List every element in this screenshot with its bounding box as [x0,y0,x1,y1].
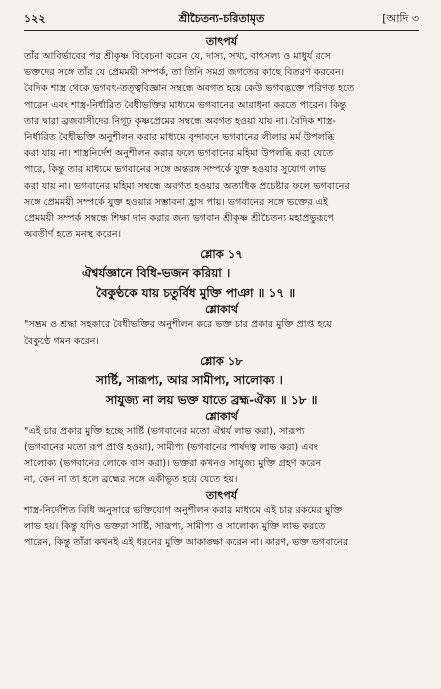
section-label: [আদি ৩ [382,12,419,25]
translation-17-heading: শ্লোকার্থ [205,303,238,317]
text-line: পারেন, কিন্তু তাঁরা কখনই এই ধরনের মুক্তি আকাঙ্ক্ষা করেন না। কারণ, ভক্ত ভগবানের [24,537,349,549]
text-line: ভক্তদের সঙ্গে তাঁর যে প্রেমময়ী সম্পর্ক, তা তিনি সমগ্র জগতের কাছে বিতরণ করবেন। [24,67,345,79]
text-line: করা যায় না। ভগবানের মহিমা সম্বন্ধে অবগত হওয়ার অত্যধিক প্রচেষ্টার ফলে ভগবানের [24,180,350,192]
running-title: শ্রীচৈতন্য-চরিতামৃত [178,12,265,25]
translation-18-heading: শ্লোকার্থ [205,409,238,423]
text-line: পারে, কিন্তু তার মাধ্যমে ভগবানের সঙ্গে অন্তরঙ্গ সম্পর্কে যুক্ত হওয়ার সুযোগ লাভ [24,164,326,176]
verse-18-line-1: সার্ষ্টি, সারূপ্য, আর সামীপ্য, সালোক্য । [96,372,283,387]
text-line: শাস্ত্র-নির্দেশিত বিধি অনুসারে ভক্তিযোগ অনুশীলন করার মাধ্যমে এই চার রকমের মুক্তি [24,504,343,516]
purport-heading: তাৎপর্য [205,35,238,48]
translation-17-body [24,317,419,349]
text-line: (ভগবানের মতো রূপ প্রাপ্ত হওয়া), সামীপ্য (ভগবানের পার্ষদত্ব লাভ করা) এবং [24,442,318,454]
text-line: করা যায় না। শাস্ত্রনির্দেশ অনুশীলন করার ফলে ভগবানের মহিমা উপলব্ধি করা যেতে [24,148,334,160]
text-line: পারেন এবং শাস্ত্র-নির্ধারিত বৈধীভক্তির মাধ্যমে ভগবানের আরাধনা করতে পারেন। কিন্তু [24,99,347,111]
text-line: না, কেন না তা হলে ব্রহ্মের সঙ্গে একীভূত হয়ে যেতে হয়। [24,474,238,486]
text-line: "এই চার প্রকার মুক্তি হচ্ছে সার্ষ্টি (ভগবানের মতো ঐশ্বর্য লাভ করা), সারূপ্য [24,425,305,437]
text-line: নির্ধারিত বৈধীভক্তি অনুশীলন করার মাধ্যমে বৃন্দাবনে ভগবানের লীলার মর্ম উপলব্ধি [24,132,335,144]
purport-2-heading: তাৎপর্য [205,488,238,502]
verse-17-line-2: বৈকুণ্ঠকে যায় চতুর্বিধ মুক্তি পাঞা ॥ ১৭ ॥ [96,286,296,301]
purport-2-body [24,503,419,552]
text-line: তাঁর আবির্ভাবের পর শ্রীকৃষ্ণ বিবেচনা করেন যে, দাস্য, সখ্য, বাৎসল্য ও মাধুর্য রসে [24,51,331,62]
page-header [24,10,419,28]
text-line: প্রেমময়ী সম্পর্ক সম্বন্ধে শিক্ষা দান করার জন্য ভগবান শ্রীকৃষ্ণ শ্রীচৈতন্য মহাপ্রভুরূপে [24,213,334,225]
text-line: "সম্ভ্রম ও শ্রদ্ধা সহকারে বৈধীভক্তির অনুশীলন করে ভক্ত চার প্রকার মুক্তি প্রাপ্ত হয়ে [24,319,332,331]
text-line: বৈদিক শাস্ত্র থেকে ভগবৎ-তত্ত্ববিজ্ঞান সম্বন্ধে অবগত হয়ে কেউ ভগবদ্ভক্তে পরিণত হতে [24,83,355,95]
text-line: তার দ্বারা ব্রজবাসীদের নিগূঢ় কৃষ্ণপ্রেমের সম্বন্ধে অবগত হওয়া যায় না। বৈদিক শাস্ত্র- [24,115,336,127]
header-rule [24,30,419,31]
verse-18-line-2: সাযুজ্য না লয় ভক্ত যাতে ব্রহ্ম-ঐক্য ॥ ১৮ ॥ [106,392,318,407]
verse-17-line-1: ঐশ্বর্যজ্ঞানে বিধি-ভজন করিয়া । [82,266,231,281]
verse-18-number: শ্লোক ১৮ [200,353,243,368]
text-line: বৈকুণ্ঠে গমন করেন। [24,335,99,347]
text-line: সঙ্গে প্রেমময়ী সম্পর্কে যুক্ত হওয়ার সম্ভাবনা হ্রাস পায়। ভগবানের সঙ্গে ভক্তের এই [24,196,328,208]
purport-body [24,49,419,243]
text-line: লাভ হয়। কিন্তু যদিও ভক্তরা সার্ষ্টি, সারূপ্য, সামীপ্য ও সালোক্য মুক্তি লাভ করতে [24,520,326,532]
verse-17-number: শ্লোক ১৭ [200,247,243,262]
translation-18-body [24,424,419,489]
page-number: ১২২ [24,12,46,25]
text-line: সালোক্য (ভগবানের লোকে বাস করা)। ভক্তরা কখনও সাযুজ্য মুক্তি গ্রহণ করেন [24,458,322,470]
text-line: অবতীর্ণ হতে মনস্থ করেন। [24,229,122,241]
